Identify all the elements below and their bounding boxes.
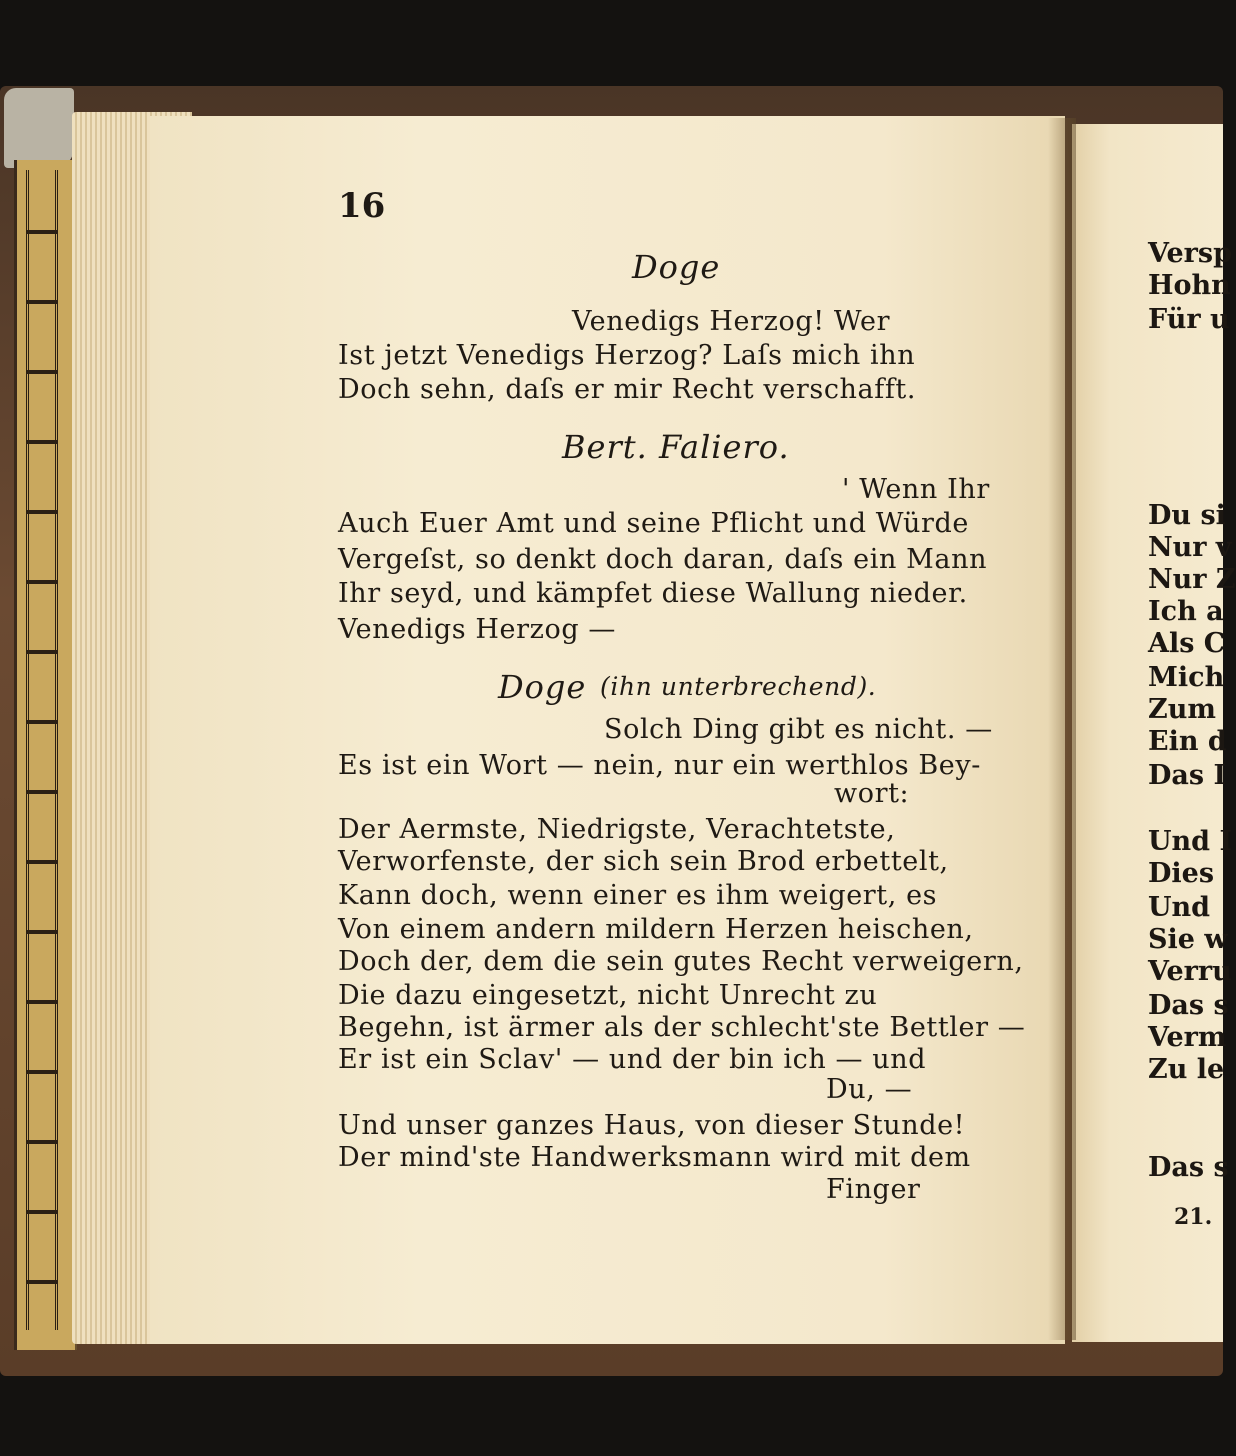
verse-line: Doch der, dem die sein gutes Recht verweigern,	[338, 946, 1024, 977]
speaker-bert-faliero: Bert. Faliero.	[562, 428, 790, 466]
spine-ornament	[26, 170, 58, 1330]
verse-line: Du, —	[826, 1074, 913, 1105]
page-number: 16	[338, 186, 386, 226]
verse-line: Begehn, ist ärmer als der schlecht'ste Bettler —	[338, 1012, 1026, 1043]
right-page-line: Hohn	[1148, 270, 1231, 301]
stage-direction: (ihn unterbrechend).	[600, 672, 877, 701]
verse-line: wort:	[834, 778, 910, 809]
verse-line: Solch Ding gibt es nicht. —	[604, 714, 993, 745]
right-page-line: Du si	[1148, 500, 1226, 531]
right-page-line: Für u	[1148, 304, 1230, 335]
verse-line: Er ist ein Sclav' — und der bin ich — und	[338, 1044, 927, 1075]
right-page-line: Und	[1148, 892, 1211, 923]
right-page-line: Verru	[1148, 956, 1232, 987]
right-page-line: Als C	[1148, 628, 1226, 659]
right-page-line: Das I	[1148, 760, 1227, 791]
verse-line: Verworfenste, der sich sein Brod erbettelt,	[338, 846, 949, 877]
verse-line: Ihr seyd, und kämpfet diese Wallung nieder.	[338, 578, 968, 609]
right-page-line: Das s	[1148, 1152, 1229, 1183]
verse-line: Von einem andern mildern Herzen heischen,	[338, 914, 974, 945]
verse-line: Finger	[826, 1174, 921, 1205]
verse-line: ' Wenn Ihr	[842, 474, 990, 505]
right-page-line: Mich	[1148, 662, 1225, 693]
verse-line: Venedigs Herzog! Wer	[572, 306, 891, 337]
gutter-shadow	[1048, 118, 1076, 1340]
right-page-line: Nur v	[1148, 532, 1232, 563]
right-page-line: Und I	[1148, 826, 1233, 857]
right-page-line: Dies	[1148, 858, 1215, 889]
right-page-line: Zu le	[1148, 1054, 1225, 1085]
right-page-line: Verm	[1148, 1022, 1227, 1053]
verse-line: Doch sehn, daſs er mir Recht verschafft.	[338, 374, 917, 405]
verse-line: Der mind'ste Handwerksmann wird mit dem	[338, 1142, 971, 1173]
right-page-line: Zum	[1148, 694, 1216, 725]
verse-line: Ist jetzt Venedigs Herzog? Laſs mich ihn	[338, 340, 916, 371]
worn-corner	[4, 88, 74, 168]
speaker-doge: Doge	[498, 668, 587, 706]
speaker-doge: Doge	[632, 248, 721, 286]
right-page-line: Das s	[1148, 990, 1229, 1021]
verse-line: Kann doch, wenn einer es ihm weigert, es	[338, 880, 938, 911]
verse-line: Der Aermste, Niedrigste, Verachtetste,	[338, 814, 896, 845]
verse-line: Vergeſst, so denkt doch daran, daſs ein Mann	[338, 544, 988, 575]
verse-line: Die dazu eingesetzt, nicht Unrecht zu	[338, 980, 878, 1011]
verse-line: Und unser ganzes Haus, von dieser Stunde!	[338, 1110, 966, 1141]
right-page-line: Ein d	[1148, 726, 1227, 757]
right-page-line: Versp	[1148, 238, 1232, 269]
right-page-line: Nur Z	[1148, 564, 1236, 595]
right-page-line: Ich a	[1148, 596, 1224, 627]
verse-line: Venedigs Herzog —	[338, 614, 616, 645]
right-page-line: Sie w	[1148, 924, 1228, 955]
signature-mark: 21.	[1174, 1204, 1213, 1230]
verse-line: Es ist ein Wort — nein, nur ein werthlos Bey-	[338, 750, 981, 781]
verse-line: Auch Euer Amt und seine Pflicht und Würde	[338, 508, 969, 539]
